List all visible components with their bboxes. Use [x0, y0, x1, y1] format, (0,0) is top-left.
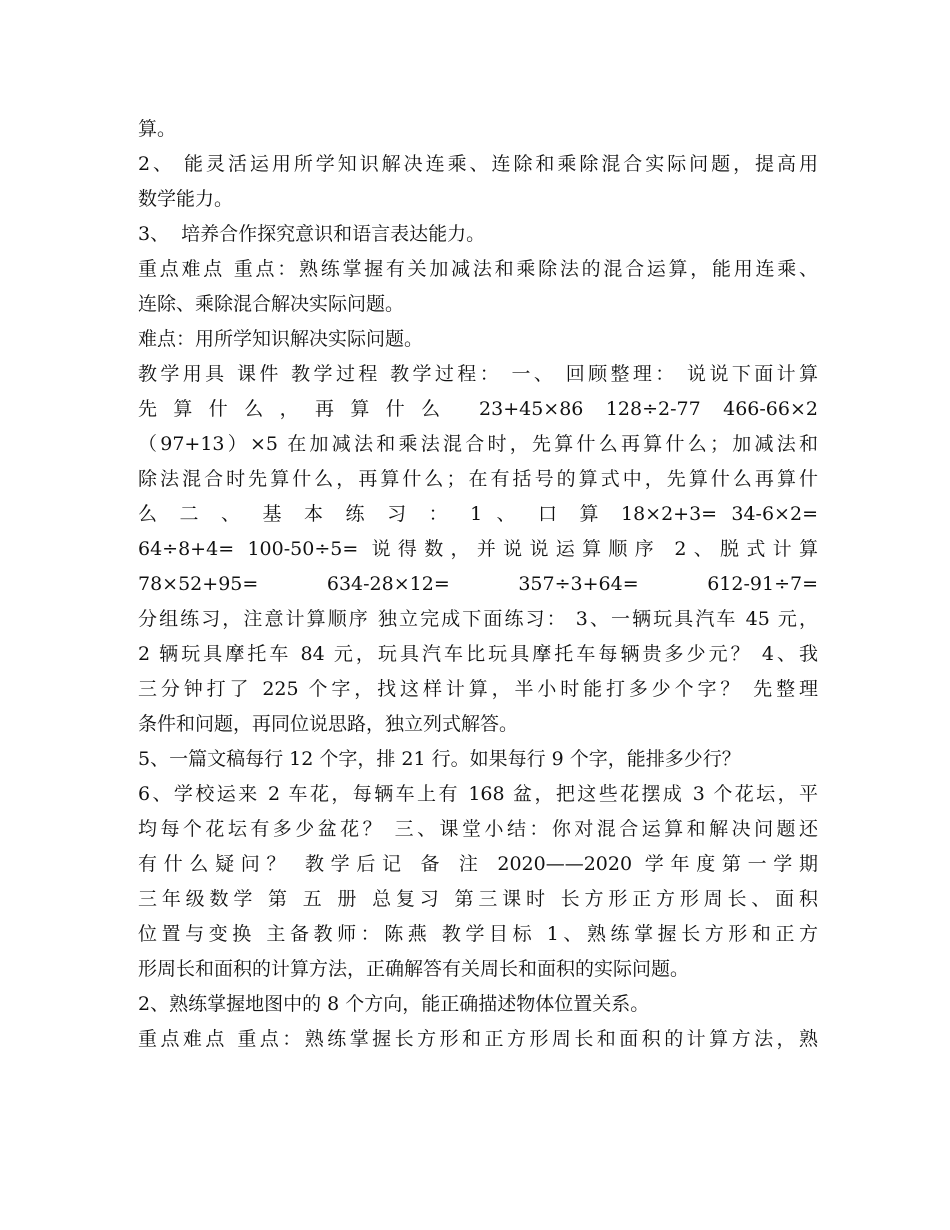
text-line: 三年级数学 第 五 册 总复习 第三课时 长方形正方形周长、面积: [138, 888, 818, 910]
text-line: 数学能力。: [138, 188, 234, 210]
text-line: 78×52+95= 634-28×12= 357÷3+64= 612-91÷7=: [138, 573, 818, 595]
text-line: 算。: [138, 118, 177, 140]
text-line: 重点难点 重点：熟练掌握有关加减法和乘除法的混合运算，能用连乘、: [138, 258, 818, 280]
text-line: 5、一篇文稿每行 12 个字，排 21 行。如果每行 9 个字，能排多少行？: [138, 748, 741, 770]
text-line: 除法混合时先算什么，再算什么；在有括号的算式中，先算什么再算什: [138, 468, 818, 490]
text-line: 连除、乘除混合解决实际问题。: [138, 293, 405, 315]
text-line: 2 辆玩具摩托车 84 元，玩具汽车比玩具摩托车每辆贵多少元？ 4、我: [138, 643, 818, 665]
text-line: 2、 能灵活运用所学知识解决连乘、连除和乘除混合实际问题，提高用: [138, 153, 818, 175]
text-line: 形周长和面积的计算方法，正确解答有关周长和面积的实际问题。: [138, 958, 690, 980]
document-body: [138, 112, 818, 1057]
text-line: 先算什么，再算什么 23+45×86 128÷2-77 466-66×2: [138, 398, 818, 420]
text-line: 重点难点 重点：熟练掌握长方形和正方形周长和面积的计算方法，熟: [138, 1028, 818, 1050]
text-line: 2、熟练掌握地图中的 8 个方向，能正确描述物体位置关系。: [138, 993, 650, 1015]
text-line: （97+13）×5 在加减法和乘法混合时，先算什么再算什么；加减法和: [138, 433, 818, 455]
text-line: 有什么疑问？ 教学后记 备 注 2020——2020 学年度第一学期: [138, 853, 818, 875]
text-line: 均每个花坛有多少盆花？ 三、课堂小结：你对混合运算和解决问题还: [138, 818, 818, 840]
text-line: 6、学校运来 2 车花，每辆车上有 168 盆，把这些花摆成 3 个花坛，平: [138, 783, 818, 805]
text-line: 么 二 、 基 本 练 习 ： 1 、 口 算 18×2+3= 34-6×2=: [138, 503, 818, 525]
text-line: 条件和问题，再同位说思路，独立列式解答。: [138, 713, 519, 735]
text-line: 64÷8+4= 100-50÷5= 说得数，并说说运算顺序 2、脱式计算: [138, 538, 818, 560]
text-line: 位置与变换 主备教师：陈燕 教学目标 1、熟练掌握长方形和正方: [138, 923, 818, 945]
text-line: 教学用具 课件 教学过程 教学过程： 一、 回顾整理： 说说下面计算: [138, 363, 818, 385]
text-line: 难点：用所学知识解决实际问题。: [138, 328, 424, 350]
text-line: 3、 培养合作探究意识和语言表达能力。: [138, 223, 486, 245]
text-line: 三分钟打了 225 个字，找这样计算，半小时能打多少个字？ 先整理: [138, 678, 818, 700]
text-line: 分组练习，注意计算顺序 独立完成下面练习： 3、一辆玩具汽车 45 元，: [138, 608, 818, 630]
